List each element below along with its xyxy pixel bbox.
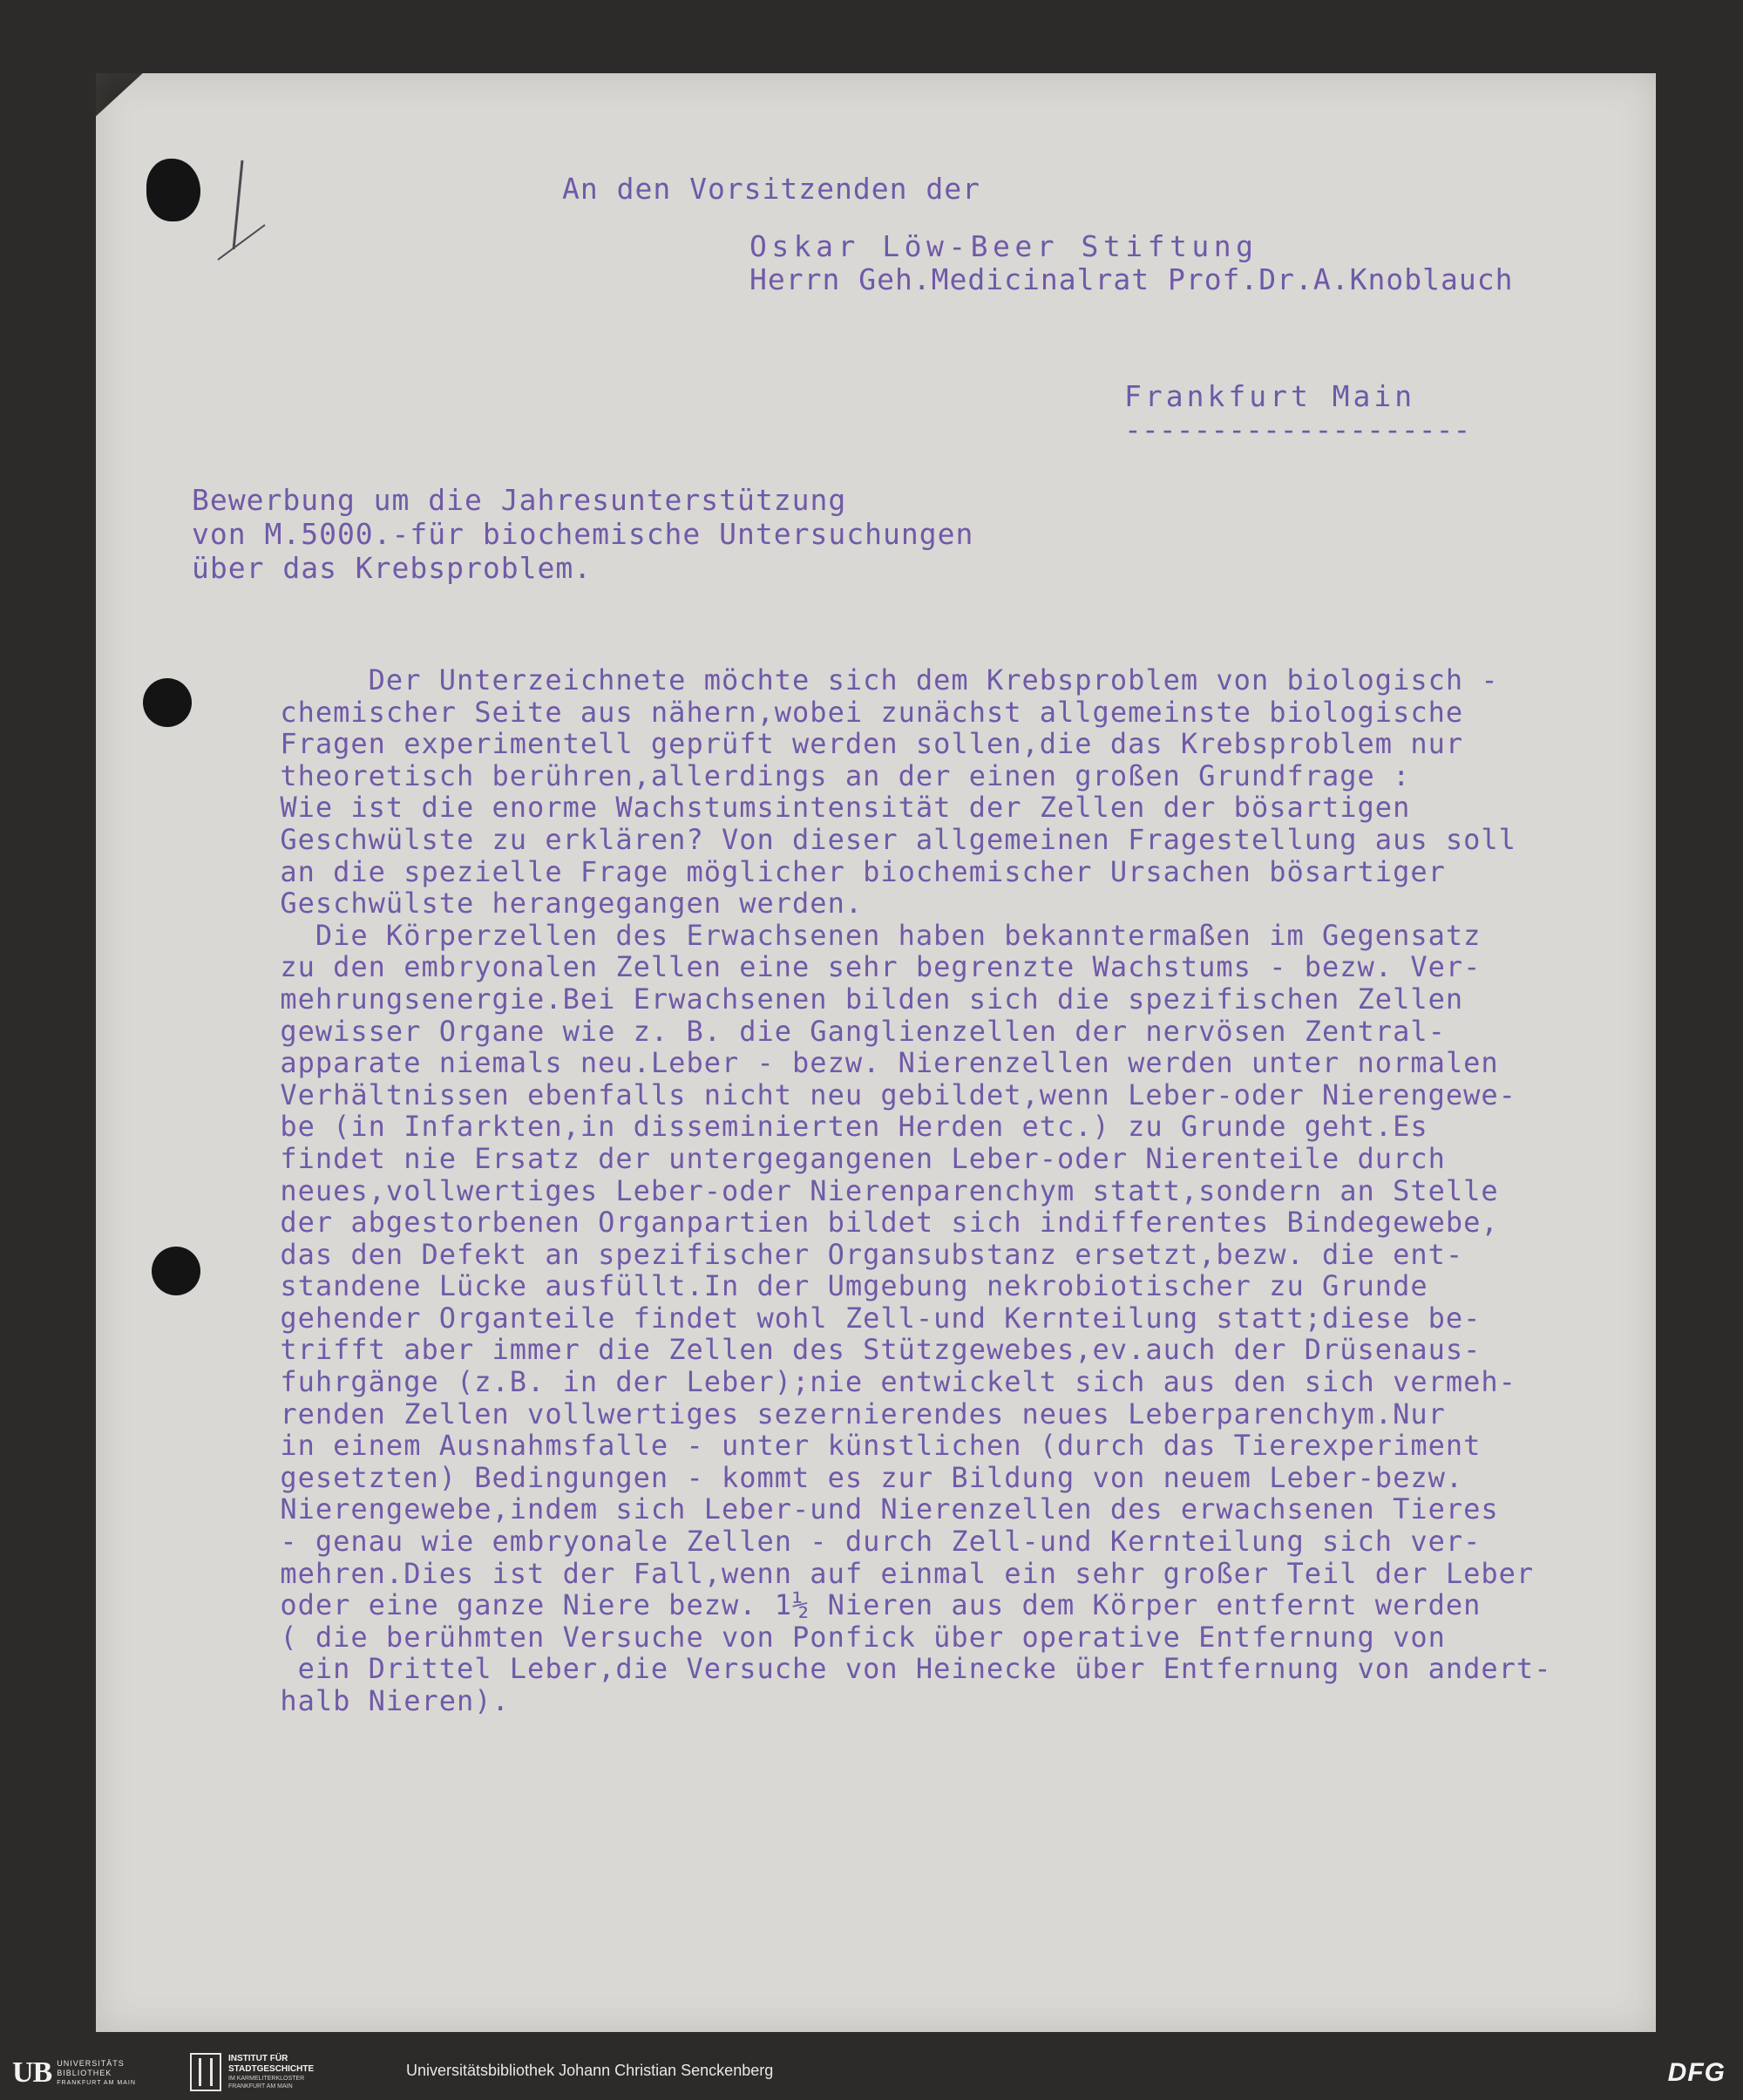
recipient-city: Frankfurt Main — [1124, 379, 1416, 413]
foundation-name: Oskar Löw-Beer Stiftung — [749, 229, 1258, 263]
library-name[interactable]: Universitätsbibliothek Johann Christian Senckenberg — [406, 2062, 774, 2079]
letter-subject: Bewerbung um die Jahresunterstützung von M.5000.-für biochemische Untersuchungen über das Krebsproblem. — [192, 483, 974, 585]
punch-hole-top — [146, 159, 200, 221]
isg-text-line: STADTGESCHICHTE — [228, 2064, 315, 2074]
building-icon — [190, 2053, 221, 2091]
isg-text-line: IM KARMELITERKLOSTER — [228, 2076, 305, 2082]
city-underline: -------------------- — [1124, 412, 1471, 446]
pencil-mark — [207, 153, 277, 267]
ub-logo-text — [57, 2059, 136, 2088]
dfg-logo[interactable]: DFG — [1667, 2058, 1726, 2087]
recipient-name: Herrn Geh.Medicinalrat Prof.Dr.A.Knoblauch — [749, 262, 1514, 296]
isg-logo-text — [228, 2054, 314, 2090]
isg-text-line: FRANKFURT AM MAIN — [228, 2083, 293, 2090]
recipient-line: An den Vorsitzenden der — [562, 172, 980, 206]
punch-hole-middle — [143, 678, 192, 727]
isg-logo[interactable] — [190, 2053, 314, 2091]
ub-logo[interactable] — [12, 2053, 136, 2093]
footer-bar — [0, 2046, 1743, 2100]
letter-body: Der Unterzeichnete möchte sich dem Krebsproblem von biologisch - chemischer Seite aus nähern,wobei zunächst allgemeinste biologische Fragen experimentell geprüft werden sollen,die das Krebsproblem nur theoretisch berühren,allerdings an der einen großen Grundfrage : Wie ist die enorme Wachstumsintensität der Zellen der bösartigen Geschwülste zu erklären? Von dieser allgemeinen Fragestellung aus soll an die spezielle Frage möglicher biochemischer Ursachen bösartiger Geschwülste herangegangen werden. Die Körperzellen des Erwachsenen haben bekanntermaßen im Gegensatz zu den embryonalen Zellen eine sehr begrenzte Wachstums - bezw. Ver- mehrungsenergie.Bei Erwachsenen bilden sich die spezifischen Zellen gewisser Organe wie z. B. die Ganglienzellen der nervösen Zentral- apparate niemals neu.Leber - bezw. Nierenzellen werden unter normalen Verhältnissen ebenfalls nicht neu gebildet,wenn Leber-oder Nierengewe- be (in Infarkten,in disseminierten Herden etc.) zu Grunde geht.Es findet nie Ersatz der untergegangenen Leber-oder Nierenteile durch neues,vollwertiges Leber-oder Nierenparenchym statt,sondern an Stelle der abgestorbenen Organpartien bildet sich indifferentes Bindegewebe, das den Defekt an spezifischer Organsubstanz ersetzt,bezw. die ent- standene Lücke ausfüllt.In der Umgebung nekrobiotischer zu Grunde gehender Organteile findet wohl Zell-und Kernteilung statt;diese be- trifft aber immer die Zellen des Stützgewebes,ev.auch der Drüsenaus- fuhrgänge (z.B. in der Leber);nie entwickelt sich aus den sich vermeh- renden Zellen vollwertiges sezernierendes neues Leberparenchym.Nur in einem Ausnahmsfalle - unter künstlichen (durch das Tierexperiment gesetzten) Bedingungen - kommt es zur Bildung von neuem Leber-bezw. Nierengewebe,indem sich Leber-und Nierenzellen des erwachsenen Tieres - genau wie embryonale Zellen - durch Zell-und Kernteilung sich ver- mehren.Dies ist der Fall,wenn auf einmal ein sehr großer Teil der Leber oder eine ganze Niere bezw. 1½ Nieren aus dem Körper entfernt werden ( die berühmten Versuche von Ponfick über operative Entfernung von ein Drittel Leber,die Versuche von Heinecke über Entfernung von andert- halb Nieren). — [280, 663, 1552, 1717]
ub-logo-mark: UB — [12, 2056, 52, 2089]
ub-text-line: FRANKFURT AM MAIN — [57, 2079, 136, 2086]
ub-text-line: UNIVERSITÄTS — [57, 2058, 125, 2068]
ub-text-line: BIBLIOTHEK — [57, 2068, 112, 2077]
isg-text-line: INSTITUT FÜR — [228, 2054, 288, 2063]
